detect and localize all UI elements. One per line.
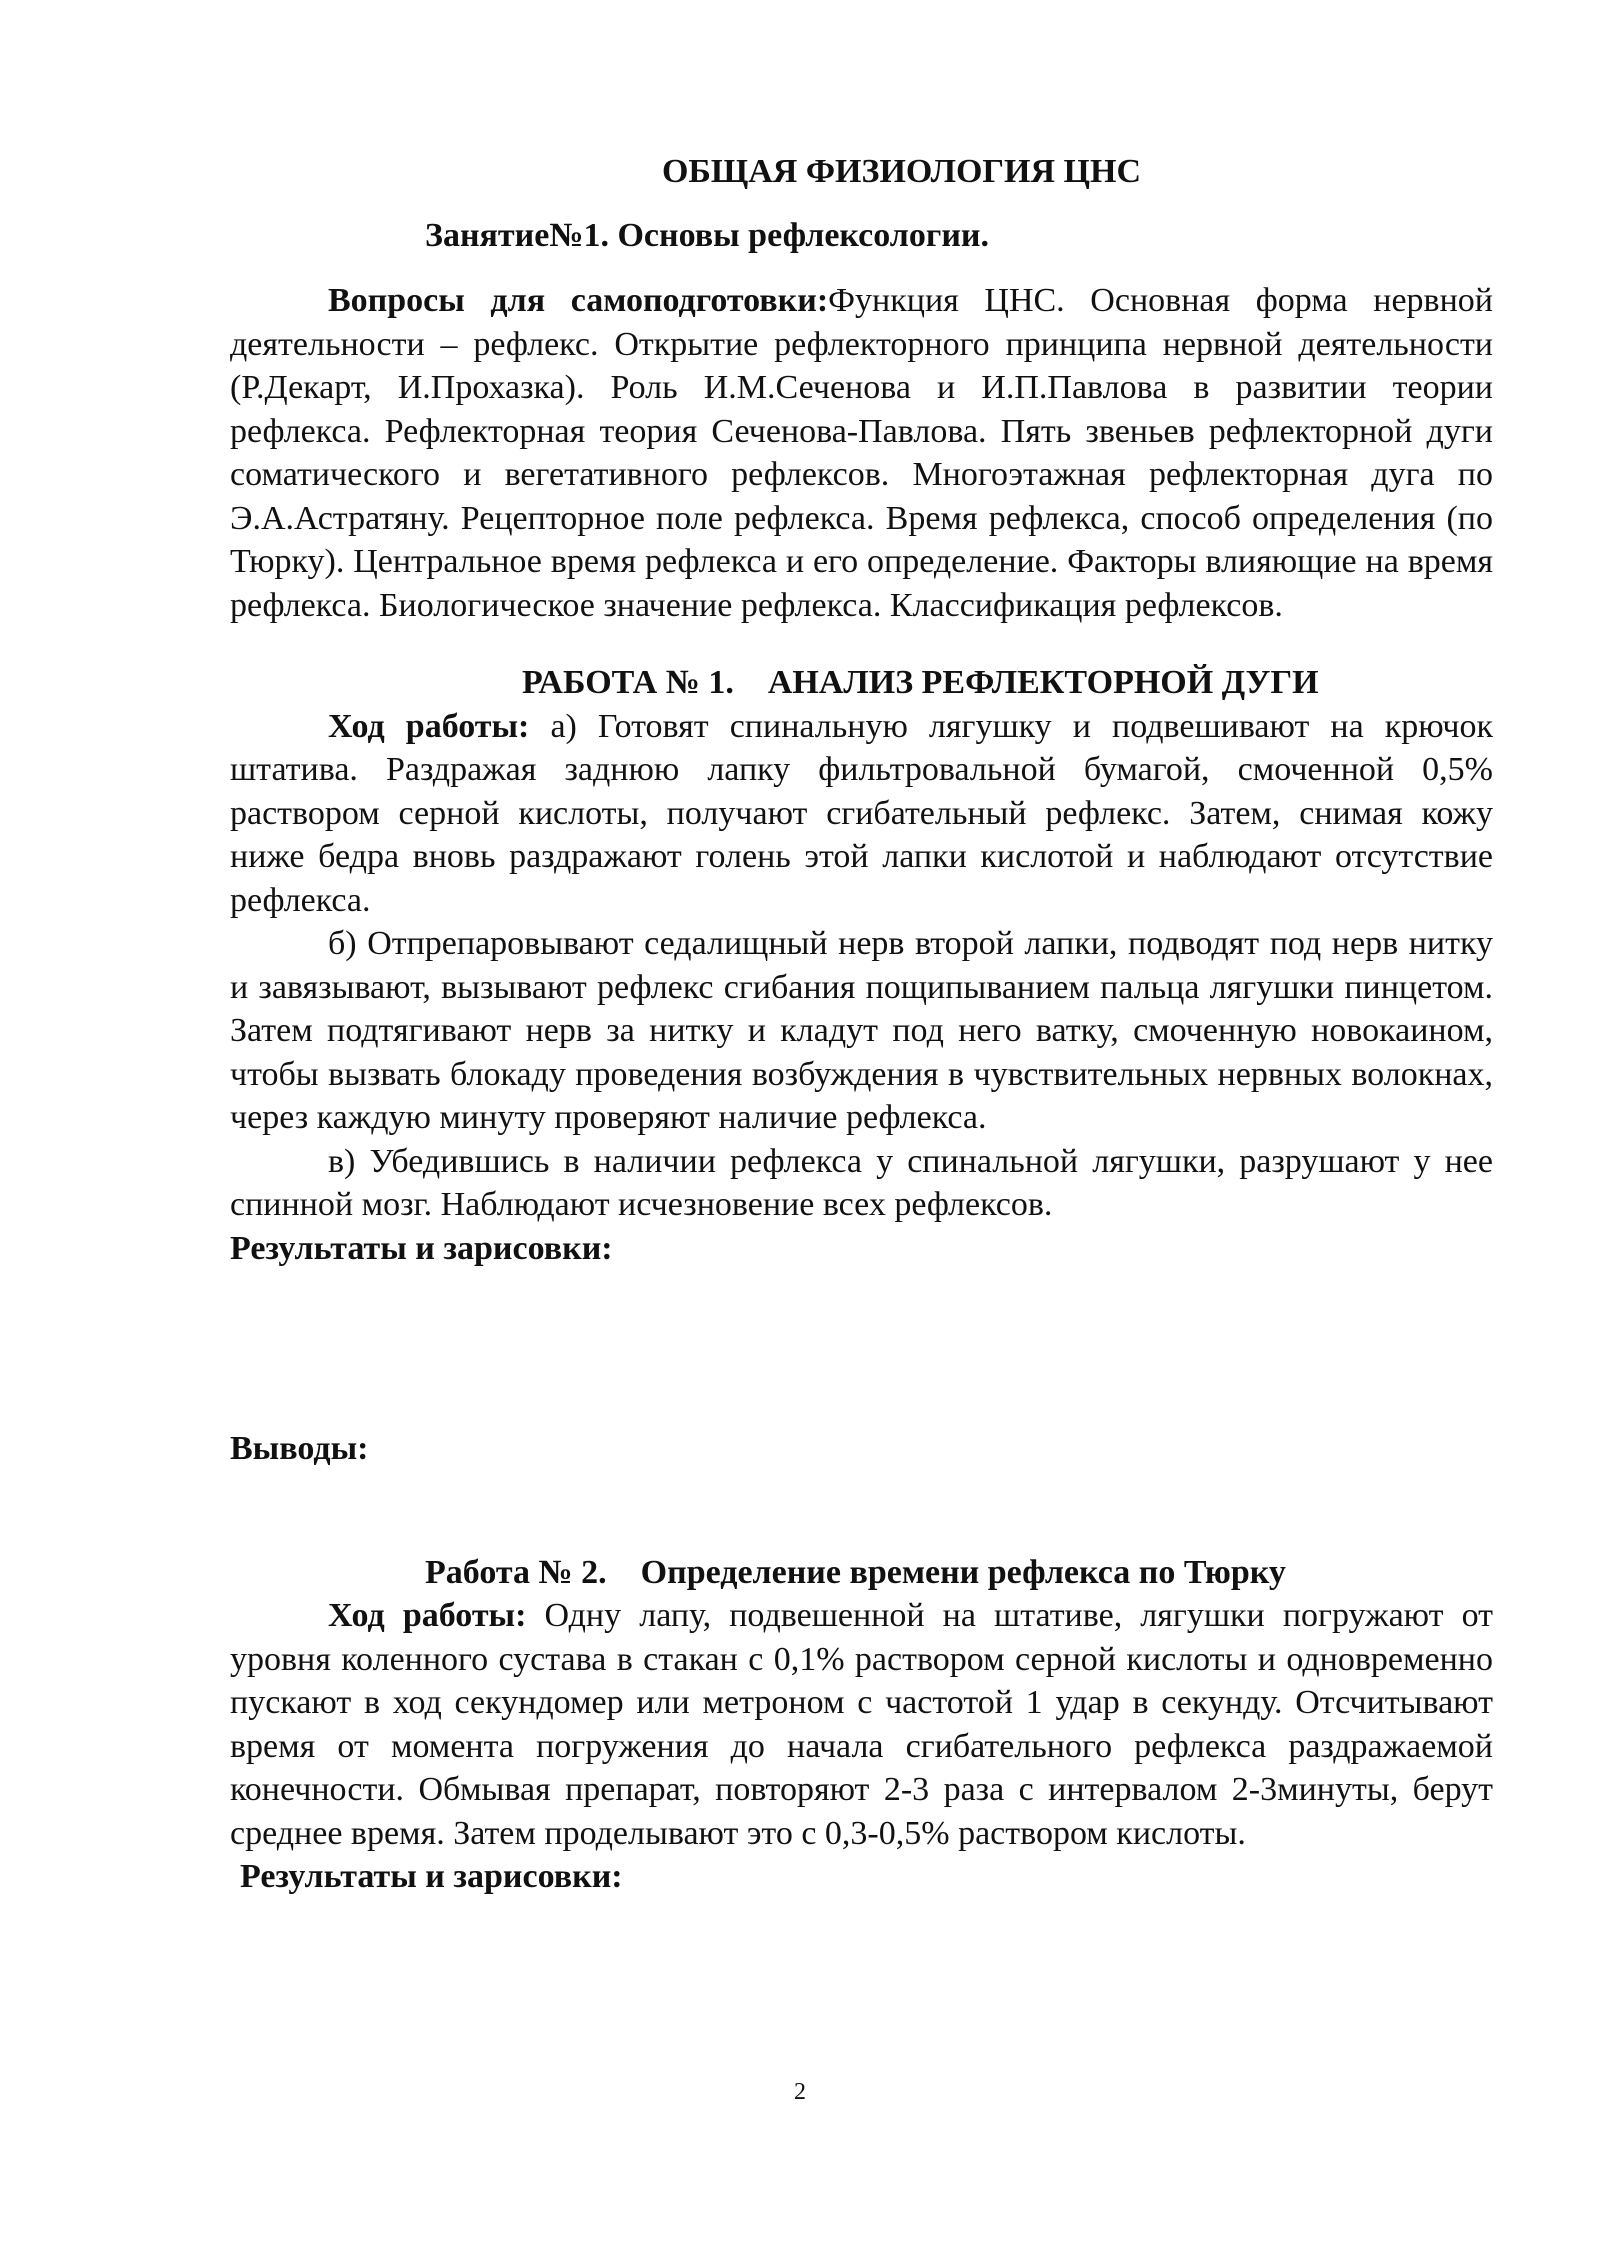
document-title: ОБЩАЯ ФИЗИОЛОГИЯ ЦНС xyxy=(661,153,1142,190)
work1-step-a xyxy=(230,705,1493,923)
work2-procedure xyxy=(230,1594,1493,1855)
questions-label: Вопросы для самоподготовки: xyxy=(328,282,829,319)
work1-procedure-label: Ход работы: xyxy=(328,707,530,745)
document-page xyxy=(230,150,1493,1899)
page-number: 2 xyxy=(794,2079,806,2105)
self-study-questions xyxy=(230,279,1493,627)
work1-results-label: Результаты и зарисовки: xyxy=(230,1229,613,1267)
work2-procedure-label: Ход работы: xyxy=(328,1597,527,1634)
work1-title: РАБОТА № 1. АНАЛИЗ РЕФЛЕКТОРНОЙ ДУГИ xyxy=(522,664,1319,701)
work1-step-b: б) Отпрепаровывают седалищный нерв второй лапки, подводят под нерв нитку и завязывают, вызывают рефлекс сгибания пощипыванием пальца лягушки пинцетом. Затем подтягивают нерв за нитку и кладут под него ватку, смоченную новокаином, чтобы вызвать блокаду проведения возбуждения в чувствительных нервных волокнах, через каждую минуту проверяют наличие рефлекса. xyxy=(230,925,1493,1136)
work1-conclusions-label: Выводы: xyxy=(230,1430,369,1467)
questions-text: Функция ЦНС. Основная форма нервной деятельности – рефлекс. Открытие рефлекторного принципа нервной деятельности (Р.Декарт, И.Прохазка). Роль И.М.Сеченова и И.П.Павлова в развитии теории рефлекса. Рефлекторная теория Сеченова-Павлова. Пять звеньев рефлекторной дуги соматического и вегетативного рефлексов. Многоэтажная рефлекторная дуга по Э.А.Астратяну. Рецепторное поле рефлекса. Время рефлекса, способ определения (по Тюрку). Центральное время рефлекса и его определение. Факторы влияющие на время рефлекса. Биологическое значение рефлекса. Классификация рефлексов. xyxy=(230,282,1493,624)
work1-step-a-text: а) Готовят спинальную лягушку и подвешивают на крючок штатива. Раздражая заднюю лапку фильтровальной бумагой, смоченной 0,5% раствором серной кислоты, получают сгибательный рефлекс. Затем, снимая кожу ниже бедра вновь раздражают голень этой лапки кислотой и наблюдают отсутствие рефлекса. xyxy=(230,707,1493,919)
work2-results-label: Результаты и зарисовки: xyxy=(240,1858,623,1895)
lesson-heading: Занятие№1. Основы рефлексологии. xyxy=(425,216,990,254)
work2-title: Работа № 2. Определение времени рефлекса по Тюрку xyxy=(425,1553,1286,1591)
work2-procedure-text: Одну лапу, подвешенной на штативе, лягушки погружают от уровня коленного сустава в стакан с 0,1% раствором серной кислоты и одновременно пускают в ход секундомер или метроном с частотой 1 удар в секунду. Отсчитывают время от момента погружения до начала сгибательного рефлекса раздражаемой конечности. Обмывая препарат, повторяют 2-3 раза с интервалом 2-3минуты, берут среднее время. Затем проделывают это с 0,3-0,5% раствором кислоты. xyxy=(230,1597,1494,1852)
work1-step-c: в) Убедившись в наличии рефлекса у спинальной лягушки, разрушают у нее спинной мозг. Наблюдают исчезновение всех рефлексов. xyxy=(230,1142,1493,1223)
